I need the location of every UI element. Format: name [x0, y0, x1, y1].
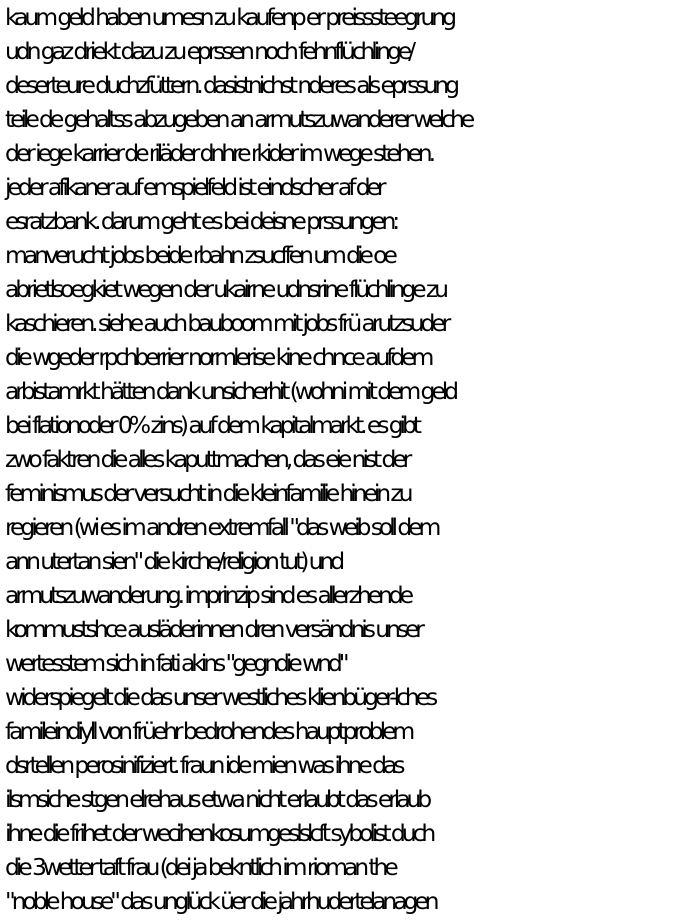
text-line: der iege karrier de riläder dnhre rkider im wege stehen. [5, 139, 432, 167]
text-line: ihne die frihet der wecihenkosumgeslslcft sybolist duch [5, 819, 433, 847]
text-line: widerspiegelt die das unser westliches klienbüger-lches [5, 683, 435, 711]
text-line: kaschieren. siehe auch bauboom mit jobs frü arutzsuder [5, 309, 448, 337]
text-line: ilsmsiche stgen elrehaus etwa nicht erlaubt das erlaub [5, 785, 429, 813]
text-line: wertesstem sich in fati akins "gegndie wnd" [5, 649, 346, 677]
text-line: regieren (wi es im andren extremfall "das weib soll dem [5, 513, 438, 541]
text-line: armutszuwanderung. imprinzip sind es allerzhende [5, 581, 410, 609]
text-line: kaum geld haben umesn zu kaufenp er preisssteegrung [5, 3, 453, 31]
text-line: esratzbank. darum geht es bei deisne prssungen: [5, 207, 397, 235]
text-line: teile de gehaltss abzugeben an armutszuwanderer welche [5, 105, 472, 133]
text-line: abrietlsoegkiet wegen der ukairne udnsrine flüchlinge zu [5, 275, 445, 303]
body-text [5, 0, 684, 918]
text-line: die wgeder rpchberrier normlerise kine chnce aufdem [5, 343, 431, 371]
text-line: bei flationoder 0% zins) auf dem kapitalmarkt. es gibt [5, 411, 418, 439]
text-line: kommustshce ausläderinnen dren versändnis unser [5, 615, 421, 643]
text-line: udn gaz driekt dazu zu eprssen noch fehnflüchlinge/ [5, 37, 412, 65]
text-line: feminismus der versucht in die kleinfamilie hinein zu [5, 479, 410, 507]
text-line: deserteure duchzfüttern. dasistnichst nderes als eprssung [5, 71, 456, 99]
text-line: zwo faktren die alles kaputtmachen, das eie nist der [5, 445, 409, 473]
text-line: manverucht jobs beide rbahn zsucffen um die oe [5, 241, 394, 269]
text-line: dsrtellen perosinifiziert. fraun ide mien was ihne das [5, 751, 402, 779]
text-line: die 3wetter taft frau (dei ja bekntlich im rioman the [5, 853, 395, 881]
text-line: arbistamrkt hätten dank unsicherhit (wohni mit dem geld [5, 377, 455, 405]
text-line: "noble house" das unglück üer die jahrhudertelanagen [5, 887, 436, 915]
text-line: ann utertan sien" die kirche/religion tut) und [5, 547, 342, 575]
text-line: jeder afikaner auf emspielfeld ist eindscher af der [5, 173, 383, 201]
text-line: famileindiyll von früehr bedrohendes hauptproblem [5, 717, 412, 745]
